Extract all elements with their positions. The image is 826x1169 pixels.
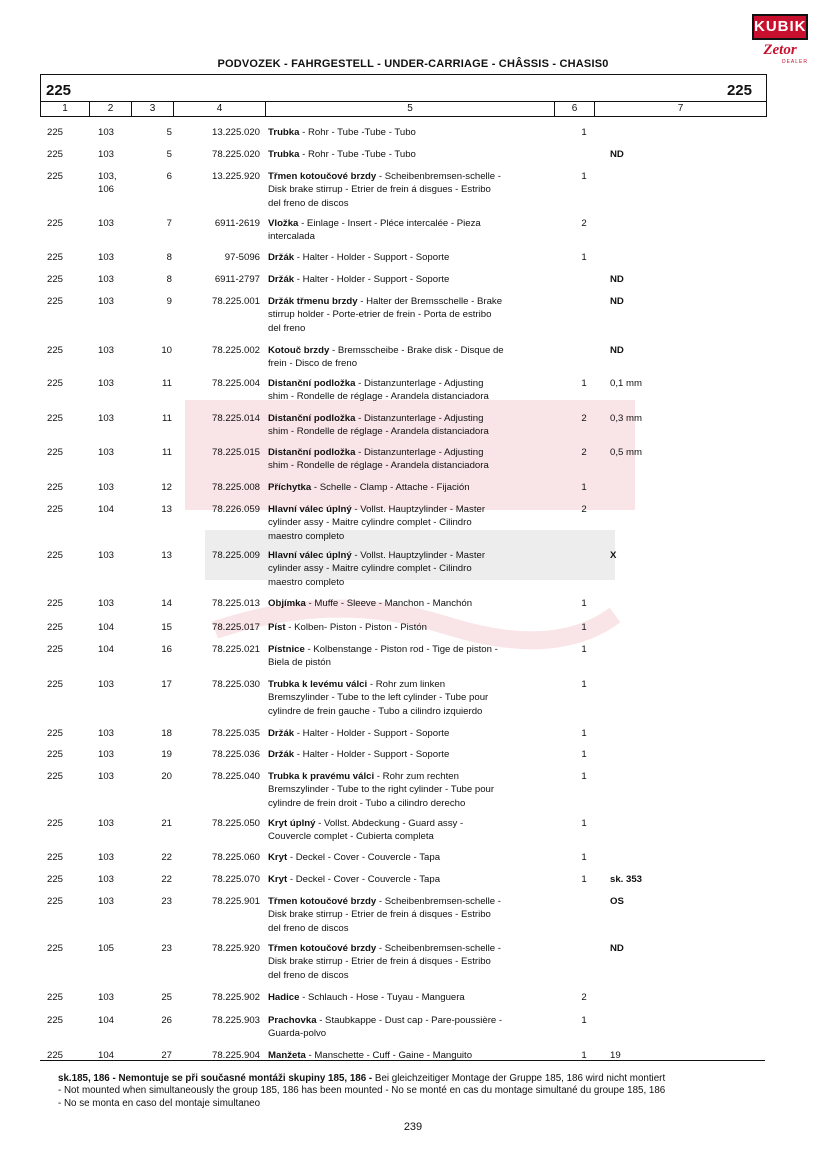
footnote-line-1	[58, 1073, 778, 1085]
part-number-cell: 97-5096	[224, 252, 260, 263]
description-cell	[268, 873, 550, 886]
subgroup-cell: 104	[98, 622, 115, 633]
part-name: Držák	[268, 274, 295, 285]
position-cell: 14	[161, 598, 172, 609]
position-cell: 10	[161, 345, 172, 356]
subgroup-cell: 103	[98, 679, 115, 690]
subgroup-cell: 103	[98, 447, 115, 458]
subgroup-cell: 103	[98, 818, 115, 829]
page-number: 239	[403, 1121, 423, 1133]
part-translations: - Kolbenstange - Piston rod - Tige de piston - Biela de pistón	[268, 644, 498, 669]
quantity-cell: 1	[581, 1015, 587, 1026]
part-number-cell: 78.225.904	[211, 1050, 260, 1061]
part-translations: - Deckel - Cover - Couvercle - Tapa	[287, 874, 441, 885]
group-cell: 225	[47, 992, 64, 1003]
part-number-cell: 6911-2619	[214, 218, 260, 229]
subgroup-cell: 103	[98, 874, 115, 885]
subgroup-cell: 103	[98, 345, 115, 356]
part-translations: - Scheibenbremsen-schelle - Disk brake stirrup - Etrier de frein á disques - Estribo del freno de discos	[268, 943, 501, 981]
part-translations: - Distanzunterlage - Adjusting shim - Rondelle de réglage - Arandela distanciadora	[268, 413, 489, 438]
group-cell: 225	[47, 1015, 64, 1026]
quantity-cell: 1	[581, 1050, 587, 1061]
part-translations: - Schlauch - Hose - Tuyau - Manguera	[299, 992, 465, 1003]
column-header-row	[40, 101, 767, 117]
group-cell: 225	[47, 679, 64, 690]
subgroup-cell: 103	[98, 413, 115, 424]
part-name: Kryt	[268, 874, 288, 885]
description-cell	[268, 377, 550, 404]
part-translations: - Distanzunterlage - Adjusting shim - Rondelle de réglage - Arandela distanciadora	[268, 378, 489, 403]
subgroup-cell: 104	[98, 1050, 115, 1061]
part-name: Objímka	[268, 598, 306, 609]
part-name: Vložka	[268, 218, 299, 229]
subgroup-cell: 103	[98, 274, 115, 285]
position-cell: 15	[161, 622, 172, 633]
description-cell	[268, 817, 550, 844]
description-cell	[268, 942, 550, 982]
quantity-cell: 1	[581, 771, 587, 782]
part-number-cell: 78.225.050	[211, 818, 260, 829]
group-cell: 225	[47, 598, 64, 609]
part-translations: - Manschette - Cuff - Gaine - Manguito	[305, 1050, 473, 1061]
footnote-line-2: - Not mounted when simultaneously the group 185, 186 has been mounted - No se monté en cas du montage simultané du groupe 185, 186	[58, 1085, 666, 1097]
subgroup-cell: 103	[98, 992, 115, 1003]
position-cell: 5	[166, 127, 172, 138]
quantity-cell: 1	[581, 749, 587, 760]
part-number-cell: 78.225.001	[211, 296, 260, 307]
position-cell: 23	[161, 943, 172, 954]
part-number-cell: 13.225.020	[211, 127, 260, 138]
position-cell: 9	[166, 296, 172, 307]
subgroup-cell: 103	[98, 127, 115, 138]
part-name: Trubka k levému válci	[268, 679, 368, 690]
group-cell: 225	[47, 378, 64, 389]
logo-sub: Zetor	[763, 42, 797, 58]
group-cell: 225	[47, 345, 64, 356]
subgroup-cell: 103	[98, 771, 115, 782]
description-cell	[268, 446, 550, 473]
quantity-cell: 2	[581, 992, 587, 1003]
position-cell: 12	[161, 482, 172, 493]
quantity-cell: 1	[581, 482, 587, 493]
group-cell: 225	[47, 296, 64, 307]
column-header: 3	[132, 102, 174, 116]
position-cell: 7	[166, 218, 172, 229]
part-name: Hlavní válec úplný	[268, 550, 352, 561]
part-name: Držák	[268, 252, 295, 263]
group-number-right: 225	[726, 82, 752, 99]
quantity-cell: 1	[581, 679, 587, 690]
subgroup-cell: 103	[98, 378, 115, 389]
quantity-cell: 1	[581, 378, 587, 389]
part-translations: - Halter - Holder - Support - Soporte	[294, 728, 450, 739]
group-cell: 225	[47, 447, 64, 458]
quantity-cell: 1	[581, 818, 587, 829]
part-number-cell: 78.225.902	[211, 992, 260, 1003]
group-cell: 225	[47, 218, 64, 229]
group-cell: 225	[47, 943, 64, 954]
position-cell: 13	[161, 550, 172, 561]
description-cell	[268, 273, 550, 286]
part-name: Třmen kotoučové brzdy	[268, 171, 377, 182]
part-number-cell: 78.225.009	[211, 550, 260, 561]
subgroup-cell: 103, 106	[98, 171, 117, 196]
subgroup-cell: 103	[98, 296, 115, 307]
group-cell: 225	[47, 550, 64, 561]
group-number-left: 225	[46, 82, 72, 99]
quantity-cell: 2	[581, 504, 587, 515]
part-name: Distanční podložka	[268, 447, 356, 458]
note-cell: ND	[610, 345, 624, 356]
part-number-cell: 78.225.903	[211, 1015, 260, 1026]
position-cell: 27	[161, 1050, 172, 1061]
note-cell: ND	[610, 149, 624, 160]
group-cell: 225	[47, 728, 64, 739]
note-cell: 0,5 mm	[610, 447, 642, 458]
note-cell: OS	[610, 896, 624, 907]
description-cell	[268, 344, 550, 371]
group-cell: 225	[47, 622, 64, 633]
part-name: Třmen kotoučové brzdy	[268, 896, 377, 907]
part-translations: - Staubkappe - Dust cap - Pare-poussière - Guarda-polvo	[268, 1015, 503, 1040]
part-name: Trubka k pravému válci	[268, 771, 375, 782]
quantity-cell: 1	[581, 874, 587, 885]
group-cell: 225	[47, 413, 64, 424]
position-cell: 13	[161, 504, 172, 515]
subgroup-cell: 105	[98, 943, 115, 954]
quantity-cell: 2	[581, 447, 587, 458]
group-cell: 225	[47, 1050, 64, 1061]
position-cell: 25	[161, 992, 172, 1003]
part-translations: - Einlage - Insert - Pléce intercalée - Pieza intercalada	[268, 218, 481, 243]
footnote-line-3: - No se monta en caso del montaje simultaneo	[58, 1097, 261, 1109]
part-number-cell: 78.225.035	[211, 728, 260, 739]
logo-tag: DEALER	[781, 59, 808, 65]
description-cell	[268, 895, 550, 935]
part-translations: - Scheibenbremsen-schelle - Disk brake stirrup - Etrier de frein á disques - Estribo del freno de discos	[268, 896, 501, 934]
description-cell	[268, 991, 550, 1004]
part-name: Trubka	[268, 127, 300, 138]
part-name: Prachovka	[268, 1015, 317, 1026]
part-name: Příchytka	[268, 482, 312, 493]
description-cell	[268, 126, 550, 139]
part-translations: - Vollst. Hauptzylinder - Master cylinder assy - Maitre cylindre complet - Cilindro maestro completo	[268, 550, 486, 588]
group-header	[40, 74, 767, 101]
group-cell: 225	[47, 852, 64, 863]
table-bottom-rule	[40, 1060, 765, 1061]
description-cell	[268, 412, 550, 439]
part-number-cell: 78.226.059	[211, 504, 260, 515]
subgroup-cell: 103	[98, 598, 115, 609]
position-cell: 22	[161, 852, 172, 863]
part-number-cell: 78.225.060	[211, 852, 260, 863]
part-name: Třmen kotoučové brzdy	[268, 943, 377, 954]
position-cell: 23	[161, 896, 172, 907]
position-cell: 8	[166, 274, 172, 285]
part-name: Trubka	[268, 149, 300, 160]
part-number-cell: 78.225.015	[211, 447, 260, 458]
part-name: Hlavní válec úplný	[268, 504, 352, 515]
group-cell: 225	[47, 874, 64, 885]
subgroup-cell: 103	[98, 749, 115, 760]
group-cell: 225	[47, 127, 64, 138]
part-translations: - Vollst. Hauptzylinder - Master cylinder assy - Maitre cylindre complet - Cilindro maestro completo	[268, 504, 486, 542]
part-number-cell: 78.225.002	[211, 345, 260, 356]
position-cell: 8	[166, 252, 172, 263]
part-number-cell: 78.225.013	[211, 598, 260, 609]
position-cell: 26	[161, 1015, 172, 1026]
column-header: 6	[555, 102, 595, 116]
group-cell: 225	[47, 896, 64, 907]
subgroup-cell: 104	[98, 644, 115, 655]
part-number-cell: 78.225.008	[211, 482, 260, 493]
part-translations: - Halter der Bremsschelle - Brake stirrup holder - Porte-etrier de frein - Porta de estribo del freno	[268, 296, 503, 334]
position-cell: 21	[161, 818, 172, 829]
position-cell: 6	[166, 171, 172, 182]
subgroup-cell: 103	[98, 252, 115, 263]
part-translations: - Halter - Holder - Support - Soporte	[294, 749, 450, 760]
part-number-cell: 6911-2797	[214, 274, 260, 285]
part-translations: - Rohr - Tube -Tube - Tubo	[299, 127, 416, 138]
part-number-cell: 78.225.004	[211, 378, 260, 389]
description-cell	[268, 678, 550, 718]
part-name: Distanční podložka	[268, 378, 356, 389]
part-number-cell: 78.225.020	[211, 149, 260, 160]
quantity-cell: 1	[581, 644, 587, 655]
quantity-cell: 1	[581, 598, 587, 609]
part-number-cell: 78.225.021	[211, 644, 260, 655]
footnote-rest: Bei gleichzeitiger Montage der Gruppe 185, 186 wird nicht montiert	[372, 1073, 666, 1084]
part-translations: - Muffe - Sleeve - Manchon - Manchón	[305, 598, 473, 609]
group-cell: 225	[47, 252, 64, 263]
group-cell: 225	[47, 504, 64, 515]
part-translations: - Schelle - Clamp - Attache - Fijación	[311, 482, 470, 493]
note-cell: 0,3 mm	[610, 413, 642, 424]
part-name: Pístnice	[268, 644, 305, 655]
description-cell	[268, 295, 550, 335]
quantity-cell: 1	[581, 852, 587, 863]
group-cell: 225	[47, 171, 64, 182]
quantity-cell: 1	[581, 728, 587, 739]
part-translations: - Rohr - Tube -Tube - Tubo	[299, 149, 416, 160]
description-cell	[268, 549, 550, 589]
quantity-cell: 2	[581, 413, 587, 424]
group-cell: 225	[47, 482, 64, 493]
position-cell: 18	[161, 728, 172, 739]
quantity-cell: 1	[581, 171, 587, 182]
part-translations: - Halter - Holder - Support - Soporte	[294, 252, 450, 263]
description-cell	[268, 851, 550, 864]
part-number-cell: 13.225.920	[211, 171, 260, 182]
position-cell: 11	[162, 378, 172, 389]
part-name: Kotouč brzdy	[268, 345, 330, 356]
page-title: PODVOZEK - FAHRGESTELL - UNDER-CARRIAGE - CHÂSSIS - CHASIS0	[217, 58, 609, 70]
quantity-cell: 1	[581, 127, 587, 138]
position-cell: 19	[161, 749, 172, 760]
subgroup-cell: 103	[98, 482, 115, 493]
footnote	[58, 1073, 778, 1110]
note-cell: ND	[610, 296, 624, 307]
group-cell: 225	[47, 274, 64, 285]
part-number-cell: 78.225.070	[211, 874, 260, 885]
description-cell	[268, 217, 550, 244]
position-cell: 11	[162, 413, 172, 424]
part-name: Distanční podložka	[268, 413, 356, 424]
note-cell: ND	[610, 943, 624, 954]
part-name: Píst	[268, 622, 286, 633]
position-cell: 22	[161, 874, 172, 885]
position-cell: 11	[162, 447, 172, 458]
group-cell: 225	[47, 644, 64, 655]
group-cell: 225	[47, 749, 64, 760]
part-name: Kryt úplný	[268, 818, 316, 829]
note-cell: 19	[610, 1050, 621, 1061]
subgroup-cell: 103	[98, 218, 115, 229]
position-cell: 16	[161, 644, 172, 655]
part-translations: - Vollst. Abdeckung - Guard assy - Couvercle complet - Cubierta completa	[268, 818, 464, 843]
part-translations: - Rohr zum linken Bremszylinder - Tube to the left cylinder - Tube pour cylindre de frein gauche - Tubo a cilindro izquierdo	[268, 679, 489, 717]
part-number-cell: 78.225.017	[211, 622, 260, 633]
column-header: 4	[174, 102, 266, 116]
subgroup-cell: 103	[98, 728, 115, 739]
description-cell	[268, 727, 550, 740]
group-cell: 225	[47, 771, 64, 782]
subgroup-cell: 103	[98, 550, 115, 561]
description-cell	[268, 770, 550, 810]
description-cell	[268, 748, 550, 761]
subgroup-cell: 104	[98, 504, 115, 515]
part-translations: - Scheibenbremsen-schelle - Disk brake stirrup - Etrier de frein á disgues - Estribo del freno de discos	[268, 171, 501, 209]
note-cell: ND	[610, 274, 624, 285]
part-number-cell: 78.225.040	[211, 771, 260, 782]
description-cell	[268, 148, 550, 161]
part-translations: - Distanzunterlage - Adjusting shim - Rondelle de réglage - Arandela distanciadora	[268, 447, 489, 472]
description-cell	[268, 251, 550, 264]
note-cell: X	[610, 550, 617, 561]
footnote-bold: sk.185, 186 - Nemontuje se při současné montáži skupiny 185, 186 -	[58, 1073, 373, 1084]
part-name: Držák	[268, 728, 295, 739]
subgroup-cell: 103	[98, 149, 115, 160]
quantity-cell: 2	[581, 218, 587, 229]
group-cell: 225	[47, 818, 64, 829]
quantity-cell: 1	[581, 622, 587, 633]
part-translations: - Kolben- Piston - Piston - Pistón	[285, 622, 427, 633]
part-name: Kryt	[268, 852, 288, 863]
part-translations: - Bremsscheibe - Brake disk - Disque de frein - Disco de freno	[268, 345, 504, 370]
description-cell	[268, 597, 550, 610]
subgroup-cell: 104	[98, 1015, 115, 1026]
part-translations: - Halter - Holder - Support - Soporte	[294, 274, 450, 285]
part-number-cell: 78.225.014	[211, 413, 260, 424]
description-cell	[268, 503, 550, 543]
note-cell: sk. 353	[610, 874, 643, 885]
part-name: Hadice	[268, 992, 300, 1003]
subgroup-cell: 103	[98, 852, 115, 863]
quantity-cell: 1	[581, 252, 587, 263]
subgroup-cell: 103	[98, 896, 115, 907]
description-cell	[268, 643, 550, 670]
part-name: Držák	[268, 749, 295, 760]
group-cell: 225	[47, 149, 64, 160]
description-cell	[268, 170, 550, 210]
column-header: 7	[677, 103, 684, 114]
part-number-cell: 78.225.036	[211, 749, 260, 760]
part-number-cell: 78.225.901	[211, 896, 260, 907]
position-cell: 5	[166, 149, 172, 160]
logo-brand: KUBIK	[752, 14, 808, 40]
part-translations: - Rohr zum rechten Bremszylinder - Tube to the right cylinder - Tube pour cylindre de frein droit - Tubo a cilindro derecho	[268, 771, 495, 809]
description-cell	[268, 1014, 550, 1041]
column-header: 2	[90, 102, 132, 116]
part-name: Manžeta	[268, 1050, 306, 1061]
part-number-cell: 78.225.920	[211, 943, 260, 954]
position-cell: 20	[161, 771, 172, 782]
part-number-cell: 78.225.030	[211, 679, 260, 690]
part-name: Držák třmenu brzdy	[268, 296, 358, 307]
column-header: 1	[41, 102, 90, 116]
position-cell: 17	[161, 679, 172, 690]
part-translations: - Deckel - Cover - Couvercle - Tapa	[287, 852, 441, 863]
note-cell: 0,1 mm	[610, 378, 642, 389]
description-cell	[268, 481, 550, 494]
column-header: 5	[266, 102, 555, 116]
description-cell	[268, 621, 550, 634]
